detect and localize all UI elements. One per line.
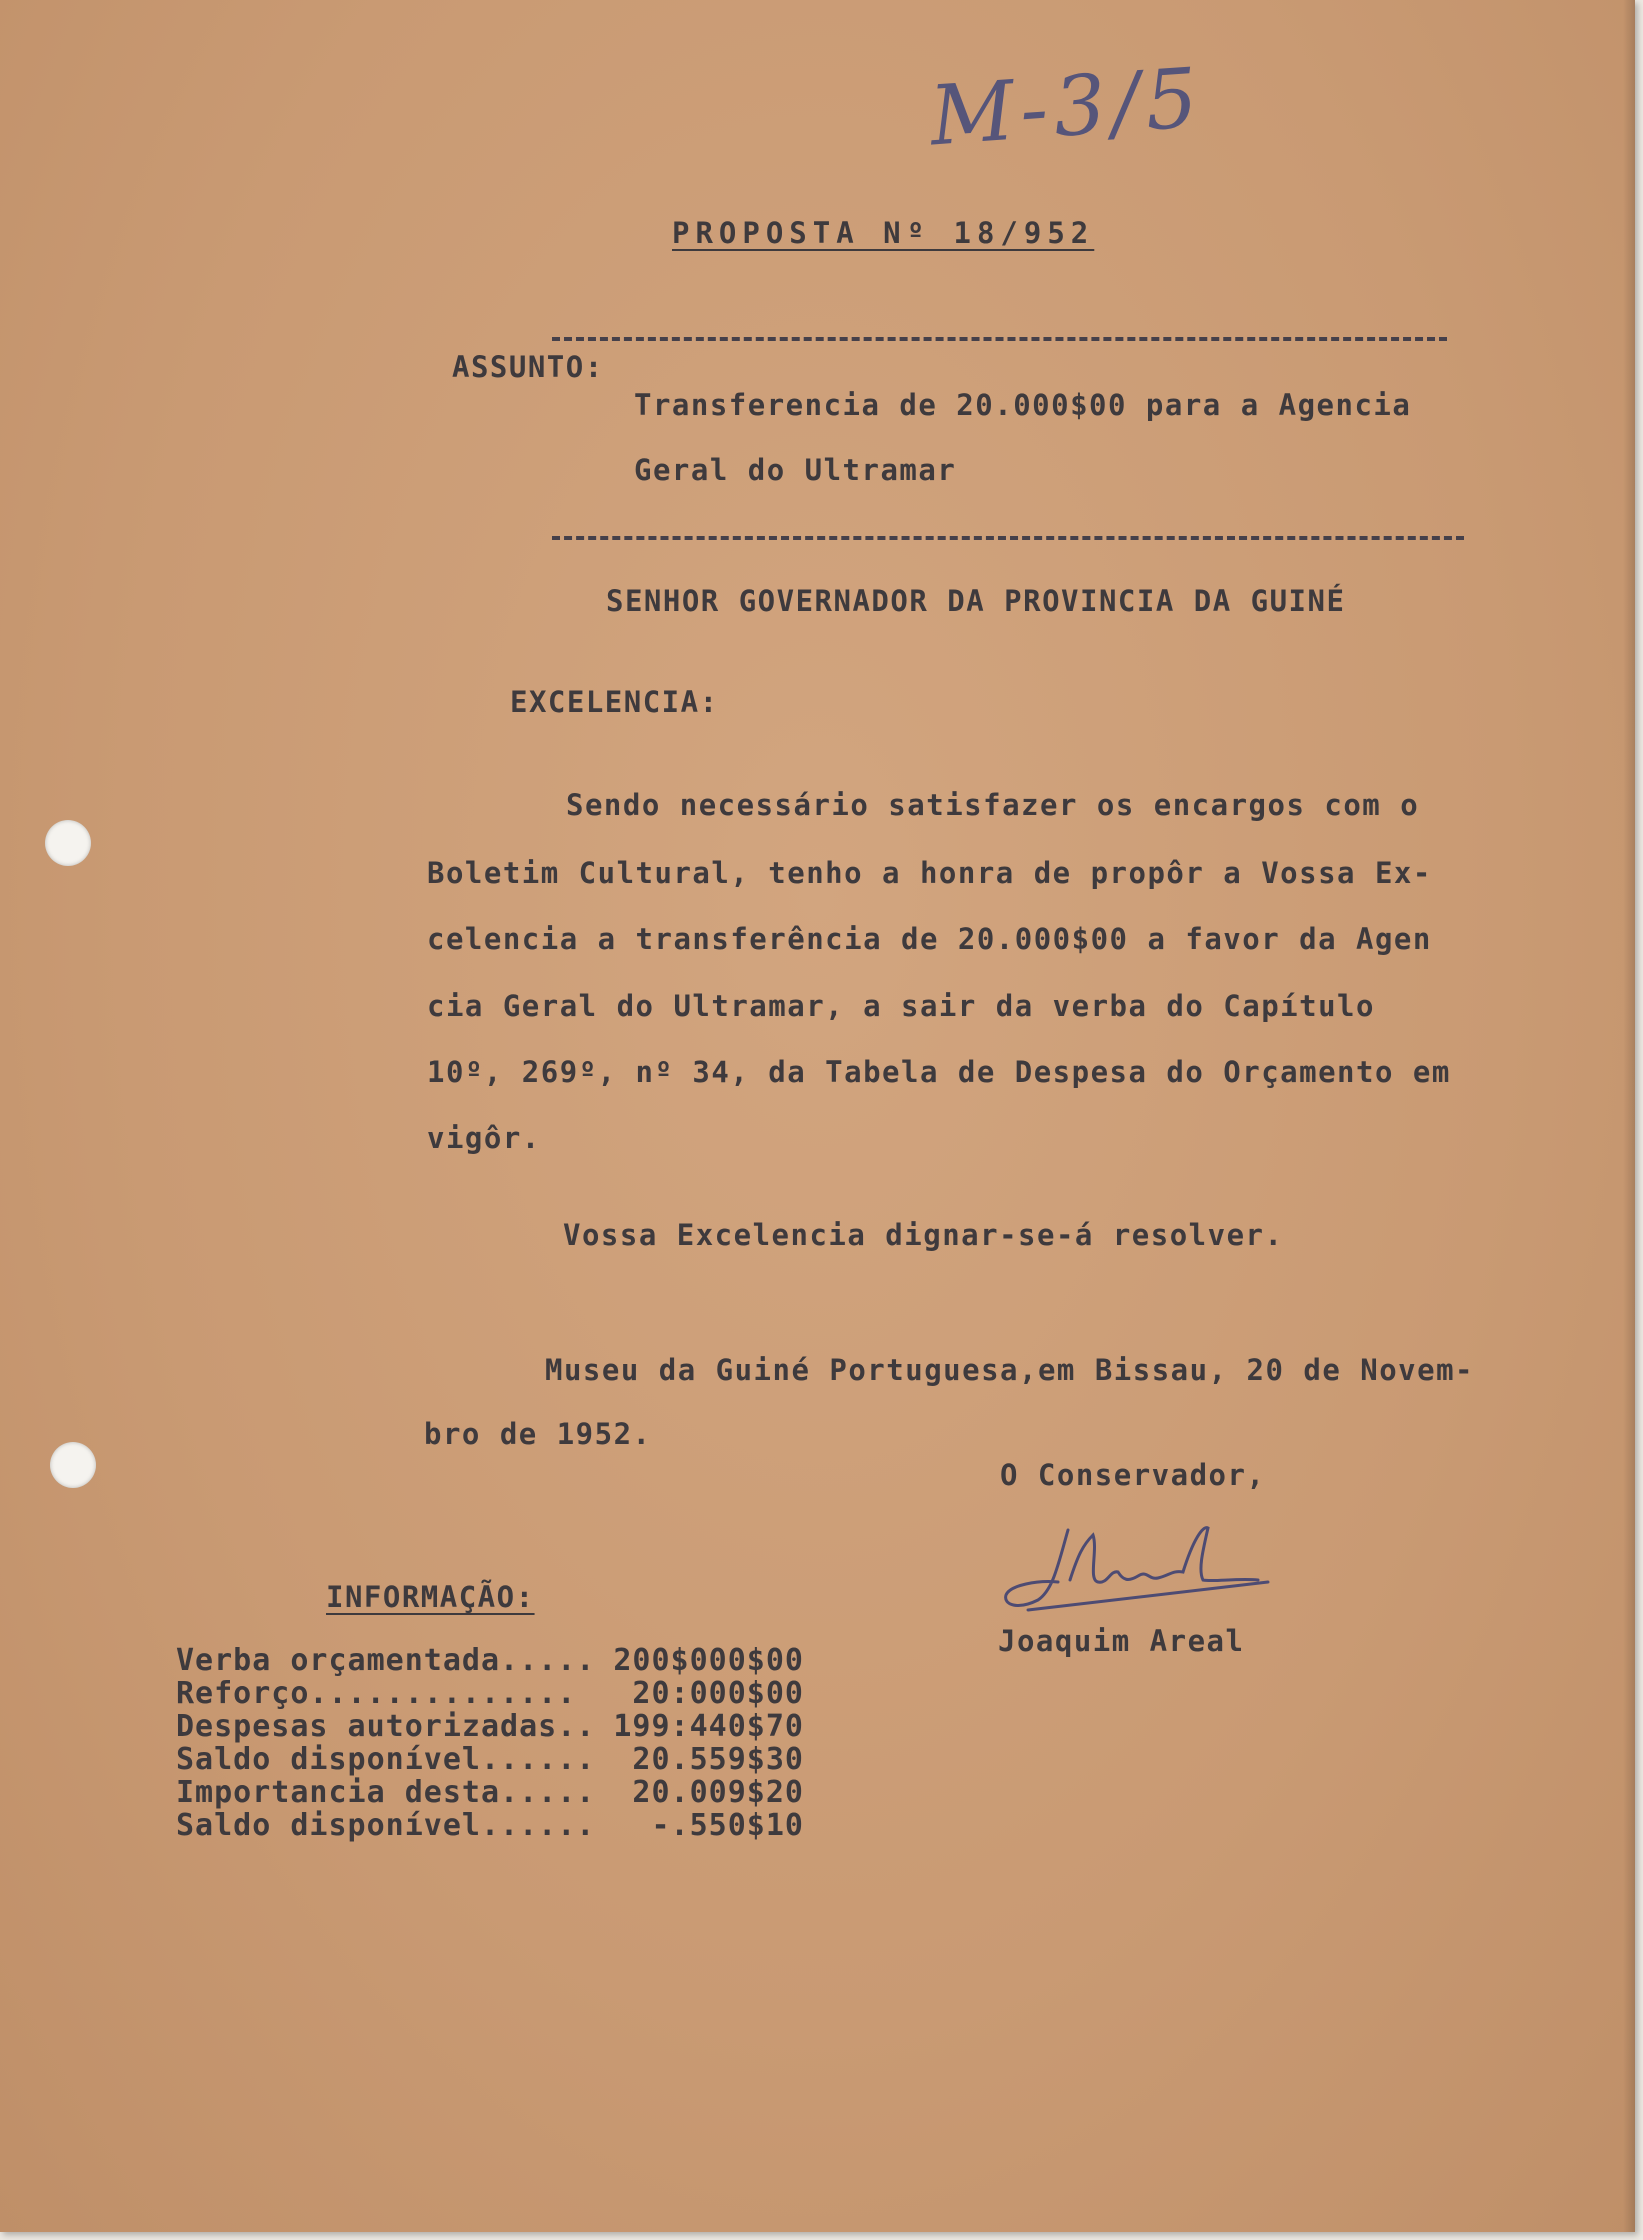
subject-line-2: Geral do Ultramar [634,453,957,487]
info-row-value: -.550$10 [651,1808,804,1843]
subject-label: ASSUNTO: [452,350,604,384]
body-line-2: Boletim Cultural, tenho a honra de propôr a Vossa Ex- [427,856,1432,890]
handwritten-signature [998,1510,1278,1630]
info-table [176,1644,804,1842]
place-date-line-2: bro de 1952. [424,1417,652,1451]
info-row-label: Reforço.............. [176,1676,577,1711]
addressee: SENHOR GOVERNADOR DA PROVINCIA DA GUINÉ [606,584,1346,618]
table-row [176,1809,804,1842]
info-row-label: Importancia desta..... [176,1775,596,1810]
info-row-label: Verba orçamentada..... [176,1643,596,1678]
punch-hole-lower [50,1442,96,1488]
table-row [176,1776,804,1809]
info-row-value: 200$000$00 [613,1643,804,1678]
body-line-3: celencia a transferência de 20.000$00 a favor da Agen [427,922,1432,956]
divider-bottom [552,536,1464,540]
body-line-1: Sendo necessário satisfazer os encargos com o [566,788,1420,822]
info-row-value: 20:000$00 [632,1676,804,1711]
body-line-5: 10º, 269º, nº 34, da Tabela de Despesa do Orçamento em [427,1055,1451,1089]
table-row [176,1644,804,1677]
punch-hole-upper [45,820,91,866]
document-heading: PROPOSTA Nº 18/952 [672,216,1095,250]
salutation: EXCELENCIA: [510,685,719,719]
info-row-value: 20.559$30 [632,1742,804,1777]
reference-mark: M-3/5 [927,50,1207,165]
info-row-value: 20.009$20 [632,1775,804,1810]
info-row-value: 199:440$70 [613,1709,804,1744]
signatory-title: O Conservador, [1000,1458,1266,1492]
info-label: INFORMAÇÃO: [326,1580,535,1614]
body-line-4: cia Geral do Ultramar, a sair da verba do Capítulo [427,989,1375,1023]
divider-top [552,337,1447,341]
table-row [176,1677,804,1710]
info-row-label: Saldo disponível...... [176,1742,596,1777]
place-date-line-1: Museu da Guiné Portuguesa,em Bissau, 20 de Novem- [545,1353,1475,1387]
subject-line-1: Transferencia de 20.000$00 para a Agencia [634,388,1412,422]
table-row [176,1710,804,1743]
body-line-6: vigôr. [427,1121,541,1155]
closing-line: Vossa Excelencia dignar-se-á resolver. [563,1218,1284,1252]
table-row [176,1743,804,1776]
info-row-label: Despesas autorizadas.. [176,1709,596,1744]
info-row-label: Saldo disponível...... [176,1808,596,1843]
signatory-name: Joaquim Areal [998,1624,1245,1658]
